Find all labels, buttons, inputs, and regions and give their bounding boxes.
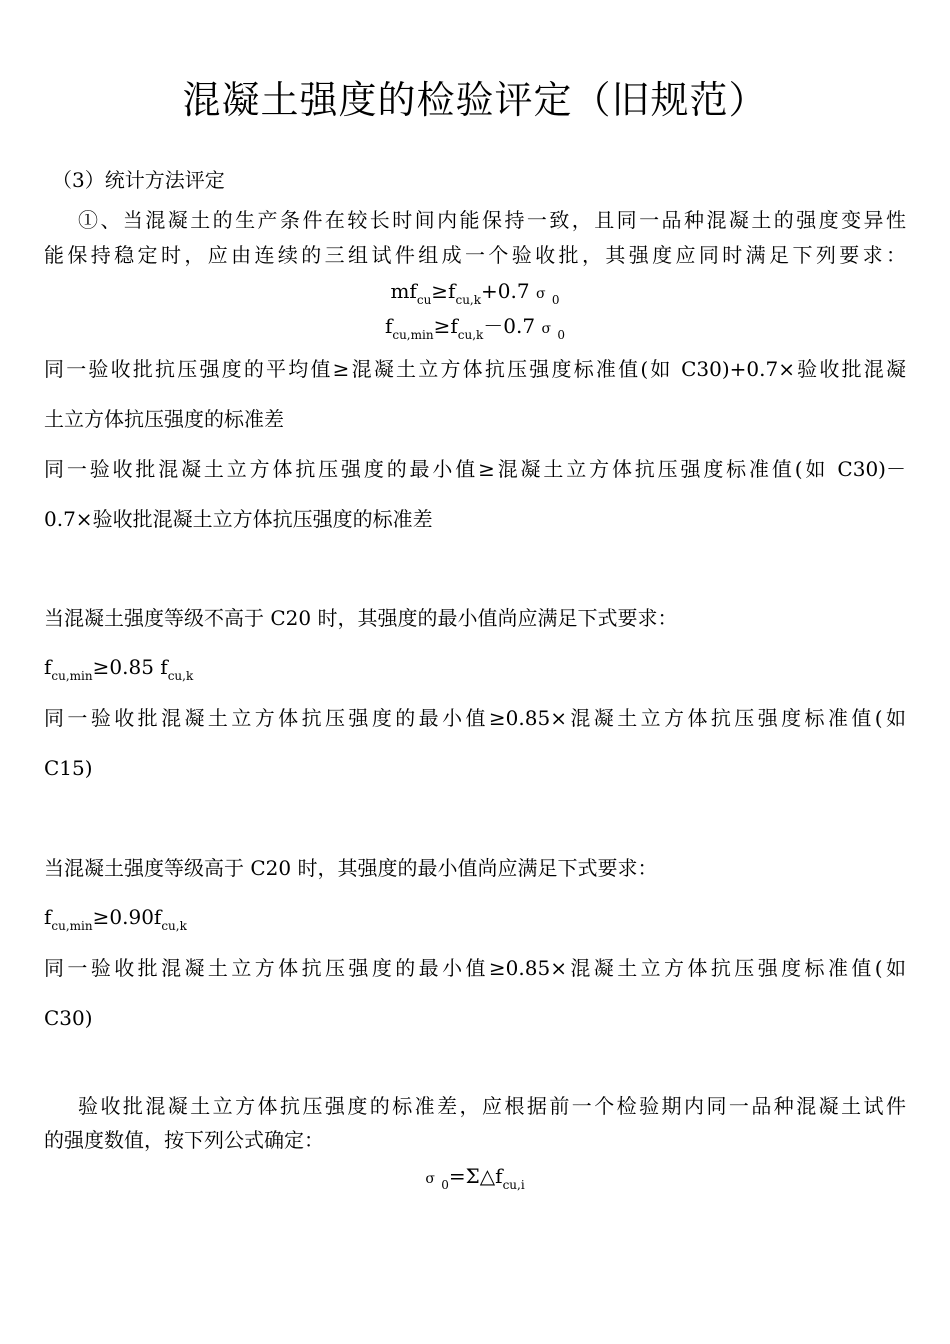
exp1-line2: 土立方体抗压强度的标准差 — [44, 407, 284, 431]
para2-line1: 验收批混凝土立方体抗压强度的标准差，应根据前一个检验期内同一品种混凝土试件 — [78, 1094, 906, 1118]
formula-min: $f_{cu,min}\ge f_{cu,k}-0.7$ σ $_0$ — [384, 314, 566, 342]
para1-line1: ①、当混凝土的生产条件在较长时间内能保持一致，且同一品种混凝土的强度变异性 — [78, 208, 906, 232]
exp4-line2: C30) — [44, 1006, 93, 1030]
exp2-line2: 0.7×验收批混凝土立方体抗压强度的标准差 — [44, 507, 433, 531]
formula-mean: $mf_{cu}\ge f_{cu,k}+0.7$ σ $_0$ — [390, 279, 560, 307]
formula-std-dev: σ $_0=\Sigma\triangle f_{cu,i}$ — [425, 1164, 525, 1192]
formula-min-090: $f_{cu,min}\ge 0.90f_{cu,k}$ — [44, 905, 187, 933]
page-title: 混凝土强度的检验评定（旧规范） — [182, 78, 768, 122]
para1-line2: 能保持稳定时，应由连续的三组试件组成一个验收批，其强度应同时满足下列要求： — [44, 243, 906, 267]
exp3-line2: C15) — [44, 756, 93, 780]
condition-c20-low: 当混凝土强度等级不高于 C20 时，其强度的最小值尚应满足下式要求： — [44, 606, 678, 630]
condition-c20-high: 当混凝土强度等级高于 C20 时，其强度的最小值尚应满足下式要求： — [44, 856, 658, 880]
exp1-line1: 同一验收批抗压强度的平均值≥混凝土立方体抗压强度标准值(如 C30)+0.7×验收批混凝 — [44, 357, 906, 381]
exp3-line1: 同一验收批混凝土立方体抗压强度的最小值≥0.85×混凝土立方体抗压强度标准值(如 — [44, 706, 906, 730]
exp4-line1: 同一验收批混凝土立方体抗压强度的最小值≥0.85×混凝土立方体抗压强度标准值(如 — [44, 956, 906, 980]
para2-line2: 的强度数值，按下列公式确定： — [44, 1128, 324, 1152]
exp2-line1: 同一验收批混凝土立方体抗压强度的最小值≥混凝土立方体抗压强度标准值(如 C30)－ — [44, 457, 906, 481]
formula-min-085: $f_{cu,min}\ge 0.85$ $f_{cu,k}$ — [44, 655, 194, 683]
section-heading: （3）统计方法评定 — [52, 168, 225, 192]
